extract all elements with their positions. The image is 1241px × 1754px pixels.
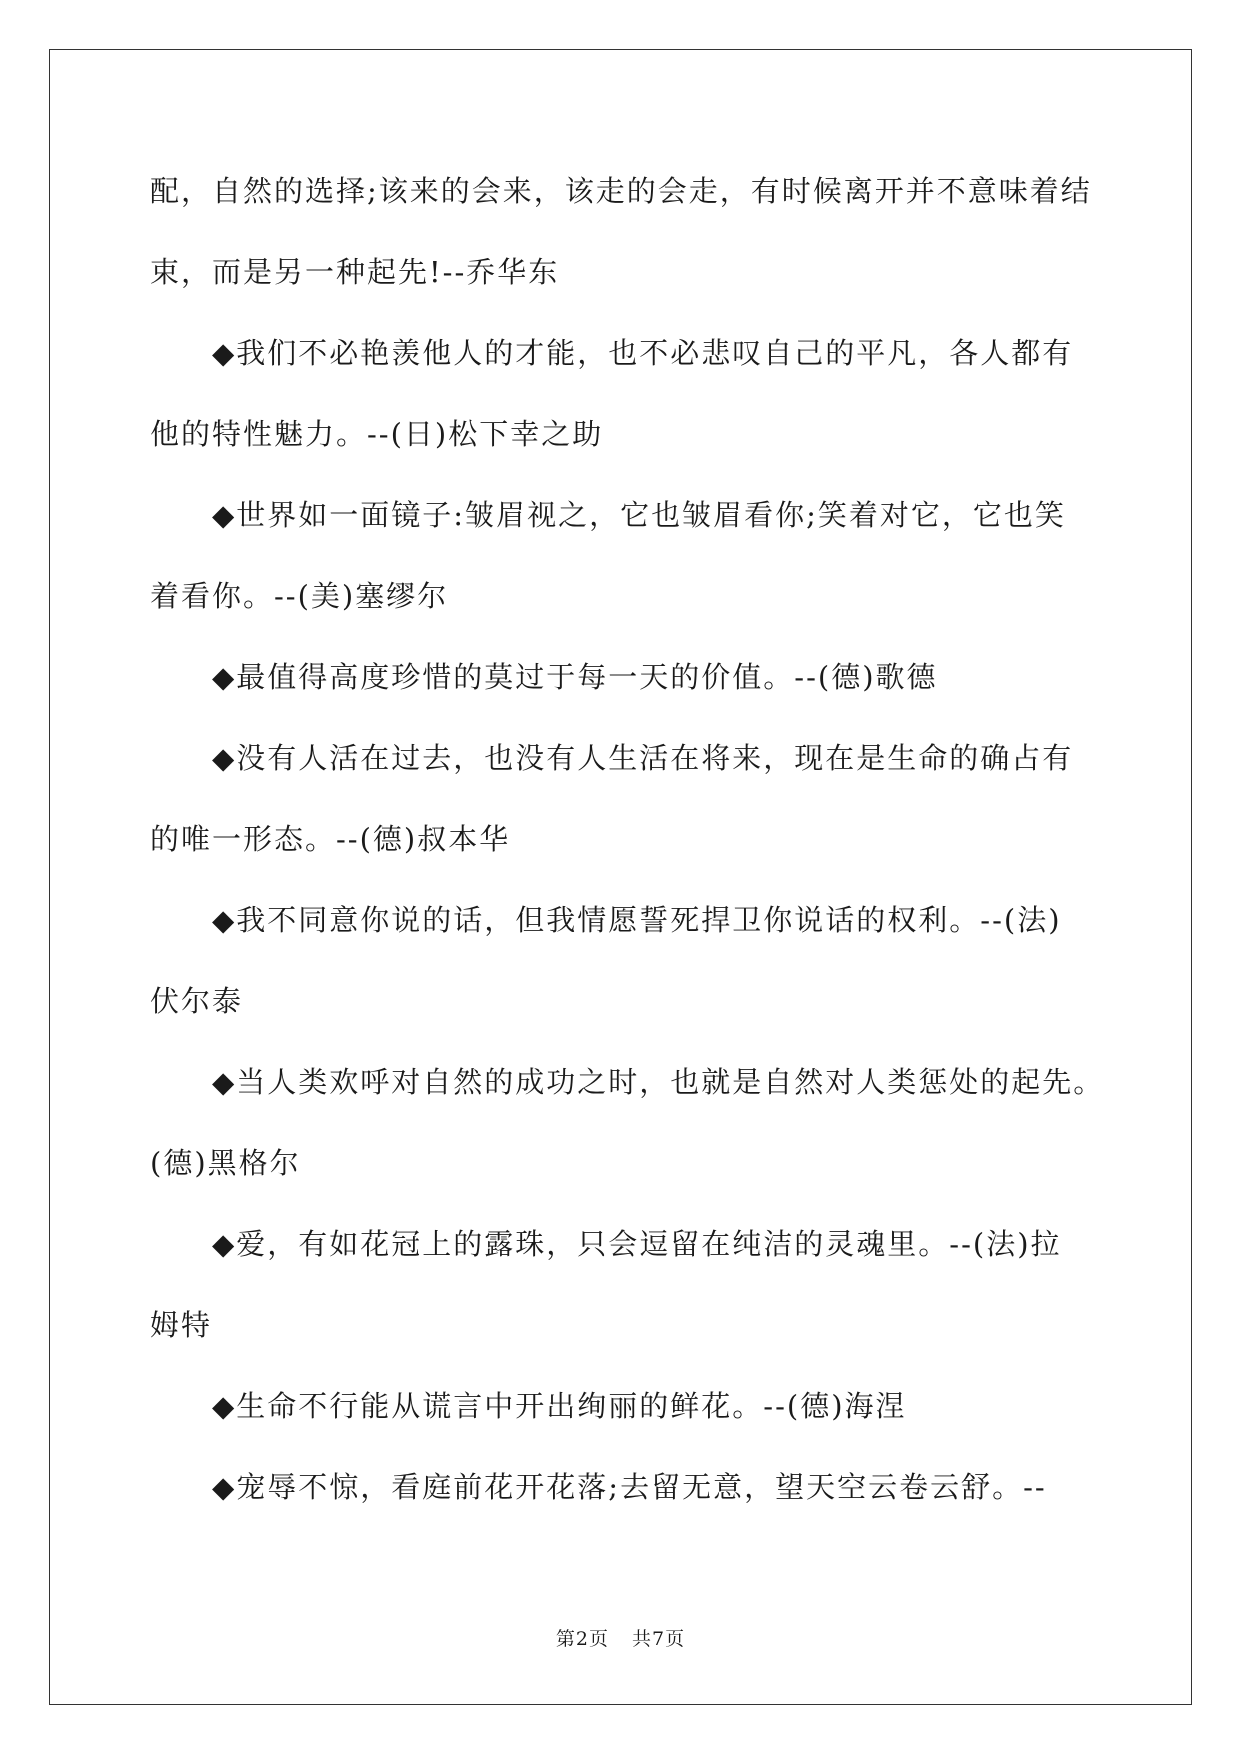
text-line: 束，而是另一种起先!--乔华东 bbox=[150, 255, 560, 289]
text-line: 伏尔泰 bbox=[150, 984, 244, 1018]
text-line: 的唯一形态。--(德)叔本华 bbox=[150, 822, 511, 856]
quote-line: ◆当人类欢呼对自然的成功之时，也就是自然对人类惩处的起先。 bbox=[212, 1065, 1105, 1099]
page-number-total: 共7页 bbox=[632, 1628, 686, 1650]
text-line: 姆特 bbox=[150, 1308, 213, 1342]
quote-line: ◆爱，有如花冠上的露珠，只会逗留在纯洁的灵魂里。--(法)拉 bbox=[212, 1227, 1062, 1261]
quote-line: ◆生命不行能从谎言中开出绚丽的鲜花。--(德)海涅 bbox=[212, 1389, 907, 1423]
quote-line: ◆我们不必艳羡他人的才能，也不必悲叹自己的平凡，各人都有 bbox=[212, 336, 1074, 370]
page-frame bbox=[49, 49, 1192, 1705]
quote-line: ◆宠辱不惊，看庭前花开花落;去留无意，望天空云卷云舒。-- bbox=[212, 1470, 1047, 1504]
page-number-current: 第2页 bbox=[555, 1628, 609, 1650]
text-line: 配，自然的选择;该来的会来，该走的会走，有时候离开并不意味着结 bbox=[150, 174, 1092, 208]
quote-line: ◆我不同意你说的话，但我情愿誓死捍卫你说话的权利。--(法) bbox=[212, 903, 1062, 937]
page-footer bbox=[0, 1624, 1241, 1651]
quote-line: ◆最值得高度珍惜的莫过于每一天的价值。--(德)歌德 bbox=[212, 660, 938, 694]
quote-line: ◆没有人活在过去，也没有人生活在将来，现在是生命的确占有 bbox=[212, 741, 1074, 775]
quote-line: ◆世界如一面镜子:皱眉视之，它也皱眉看你;笑着对它，它也笑 bbox=[212, 498, 1066, 532]
text-line: (德)黑格尔 bbox=[150, 1146, 301, 1180]
text-line: 着看你。--(美)塞缪尔 bbox=[150, 579, 449, 613]
text-line: 他的特性魅力。--(日)松下幸之助 bbox=[150, 417, 604, 451]
